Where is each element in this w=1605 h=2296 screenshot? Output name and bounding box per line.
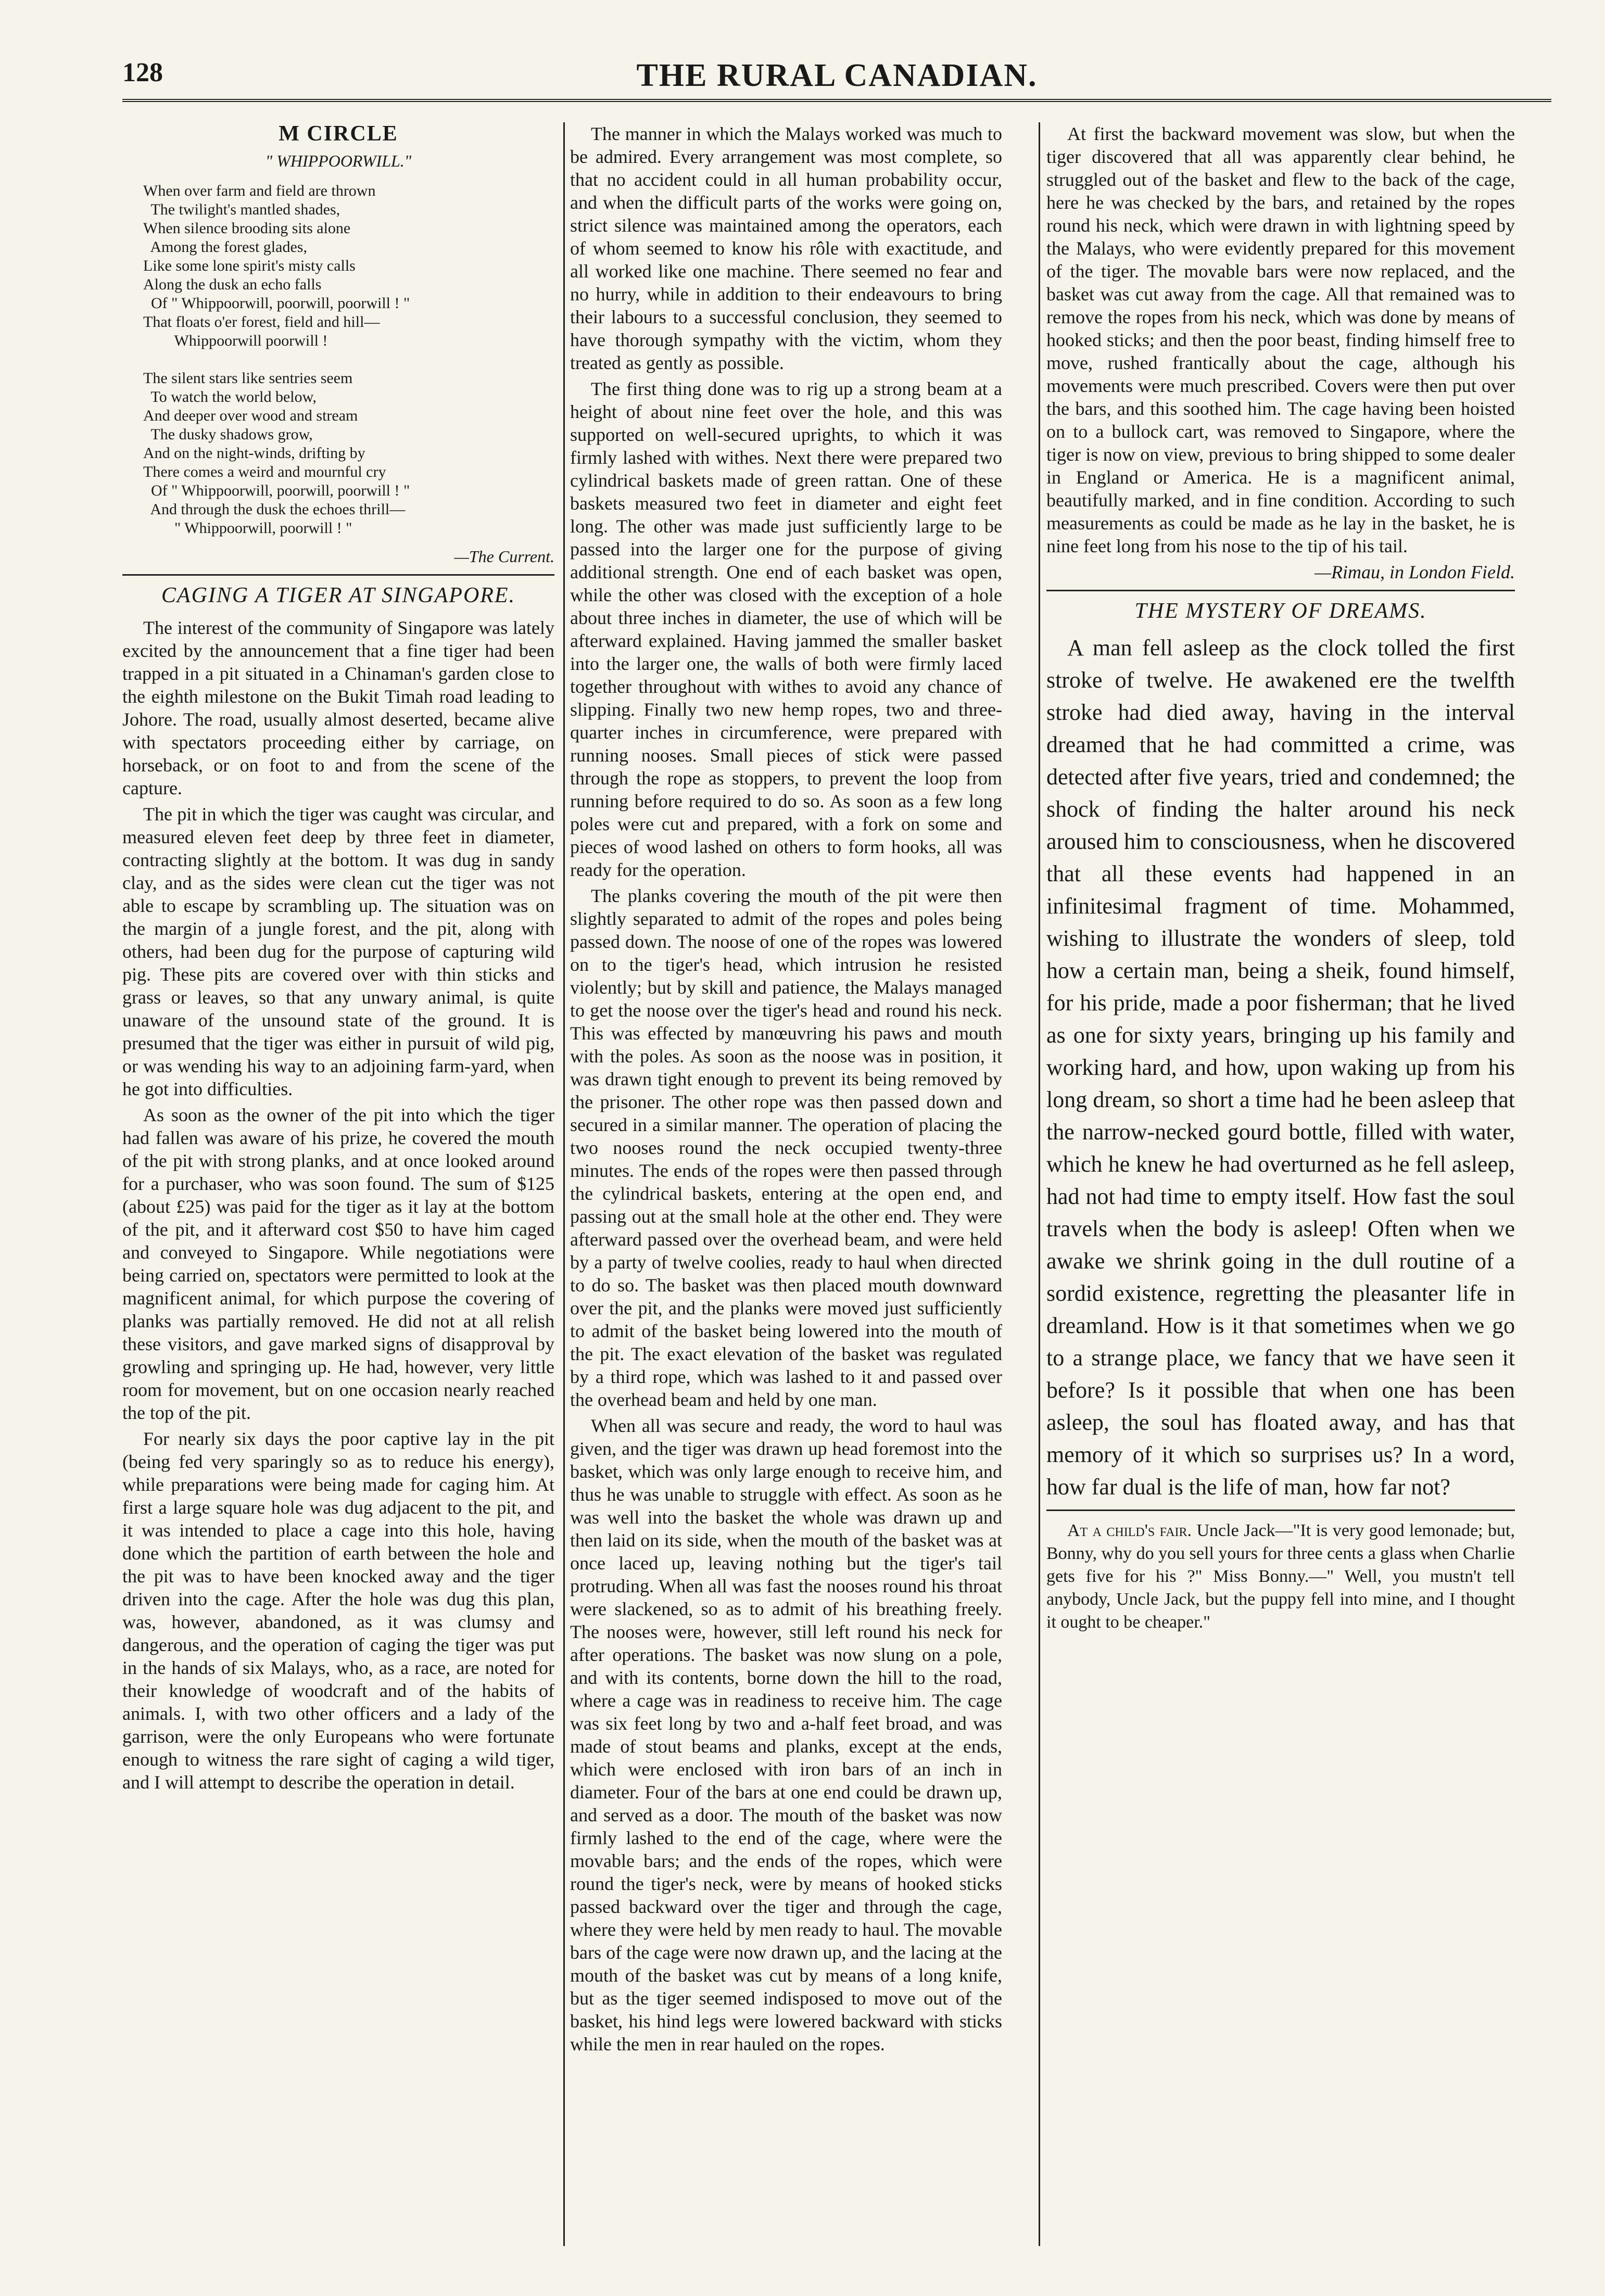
poem-line: The silent stars like sentries seem bbox=[143, 370, 353, 387]
divider bbox=[1046, 590, 1515, 591]
divider bbox=[1046, 1509, 1515, 1511]
poem-line: There comes a weird and mournful cry bbox=[143, 463, 386, 480]
poem-line: When silence brooding sits alone bbox=[143, 220, 351, 237]
poem-line: And deeper over wood and stream bbox=[143, 407, 358, 424]
poem-line: Whippoorwill poorwill ! bbox=[143, 332, 328, 349]
paragraph: The planks covering the mouth of the pit were then slightly separated to admit of the ropes and poles being passed down. The noose of one of the ropes was lowered on to the tiger's head, which intrusion he resisted violently; but by skill and patience, the Malays managed to get the noose over the tiger's head and round his neck. This was effected by manœuvring his paws and mouth with the poles. As soon as the noose was in position, it was drawn tight enough to prevent its being removed by the prisoner. The other rope was then passed down and secured in a similar manner. The operation of placing the two nooses round the neck occupied twenty-three minutes. The ends of the ropes were then passed through the cylindrical baskets, entering at the open end, and passing out at the small hole at the other end. They were afterward passed over the overhead beam, and were held by a party of twelve coolies, ready to haul when directed to do so. The basket was then placed mouth downward over the pit, and the planks were moved just sufficiently to admit of the basket being lowered into the mouth of the pit. The exact elevation of the basket was regulated by a third rope, which was lashed to it and passed over the overhead beam and held by one man. bbox=[570, 885, 1002, 1410]
paragraph: When all was secure and ready, the word to haul was given, and the tiger was drawn up head foremost into the basket, which was only large enough to receive him, and thus he was unable to struggle with effect. As soon as he was well into the basket the whole was drawn up and then laid on its side, when the mouth of the basket was at once laced up, leaving nothing but the tiger's tail protruding. When all was fast the nooses round his throat were slackened, so as to admit of his breathing freely. The nooses were, however, still left round his neck for after operations. The basket was now slung on a pole, and with its contents, borne down the hill to the road, where a cage was in readiness to receive him. The cage was six feet long by two and a-half feet broad, and was made of stout beams and planks, except at the ends, which were enclosed with iron bars of an inch in diameter. Four of the bars at one end could be drawn up, and served as a door. The mouth of the basket was now firmly lashed to the end of the cage, where were the movable bars; and the ends of the ropes, which were round the tiger's neck, were by means of hooked sticks passed backward over the tiger and through the cage, where they were held by men ready to haul. The movable bars of the cage were now drawn up, and the lacing at the mouth of the basket was cut by means of a long knife, but as the tiger seemed indisposed to move out of the basket, his hind legs were lowered backward with sticks while the men in rear hauled on the ropes. bbox=[570, 1415, 1002, 2054]
anecdote-text: Uncle Jack—"It is very good lemonade; but, Bonny, why do you sell yours for three cents a glass when Charlie gets five for his ?" Miss Bonny.—" Well, you mustn't tell anybody, Uncle Jack, but the puppy fell into mine, and I thought it ought to be cheaper." bbox=[1046, 1521, 1515, 1632]
paragraph: For nearly six days the poor captive lay in the pit (being fed very sparingly so as to reduce his energy), while preparations were being made for caging him. At first a large square hole was dug adjacent to the pit, and it was intended to place a cage into this hole, having done which the partition of earth between the hole and the pit was to have been knocked away and the tiger driven into the cage. After the hole was dug this plan, was, however, abandoned, as it was clumsy and dangerous, and the operation of caging the tiger was put in the hands of six Malays, who, as a race, are noted for their knowledge of woodcraft and of the habits of animals. I, with two other officers and a lady of the garrison, were the only Europeans who were fortunate enough to witness the rare sight of caging a wild tiger, and I will attempt to describe the operation in detail. bbox=[122, 1428, 554, 1793]
page-number: 128 bbox=[122, 58, 163, 87]
poem-line: The twilight's mantled shades, bbox=[143, 201, 340, 218]
poem-line: Of " Whippoorwill, poorwill, poorwill ! " bbox=[143, 295, 410, 312]
poem-credit: —The Current. bbox=[454, 547, 554, 566]
poem-line: To watch the world below, bbox=[143, 388, 317, 405]
paragraph: The interest of the community of Singapore was lately excited by the announcement that a fine tiger had been trapped in a pit situated in a Chinaman's garden close to the eighth milestone on the Bukit Timah road leading to Johore. The road, usually almost deserted, became alive with spectators proceeding either by carriage, on horseback, or on foot to and from the scene of the capture. bbox=[122, 617, 554, 798]
article-title: THE MYSTERY OF DREAMS. bbox=[1134, 599, 1427, 623]
poem-line bbox=[143, 350, 554, 369]
poem-line: Of " Whippoorwill, poorwill, poorwill ! " bbox=[143, 482, 410, 499]
paragraph: The pit in which the tiger was caught was circular, and measured eleven feet deep by three feet in diameter, contracting slightly at the bottom. It was dug in sandy clay, and as the sides were clean cut the tiger was not able to escape by scrambling up. The situation was on the margin of a jungle forest, and the pit, along with others, had been dug for the purpose of capturing wild pig. These pits are covered over with thin sticks and grass or leaves, so that any unwary animal, is quite unaware of the unsound state of the ground. It is presumed that the tiger was either in pursuit of wild pig, or was wending his way to an adjoining farm-yard, when he got into difficulties. bbox=[122, 804, 554, 1099]
page-header bbox=[122, 57, 1551, 102]
divider bbox=[122, 574, 554, 576]
anecdote bbox=[1046, 1519, 1515, 1634]
article-credit-text: —Rimau, in London Field. bbox=[1315, 562, 1515, 582]
column-2 bbox=[570, 122, 1002, 2246]
section-title: M CIRCLE bbox=[279, 122, 398, 146]
poem-line: The dusky shadows grow, bbox=[143, 426, 313, 443]
newspaper-title: THE RURAL CANADIAN. bbox=[636, 58, 1038, 93]
column-rule bbox=[563, 122, 565, 2246]
article-credit bbox=[1046, 561, 1515, 583]
poem-line: Like some lone spirit's misty calls bbox=[143, 257, 356, 274]
poem-line: " Whippoorwill, poorwill ! " bbox=[143, 519, 352, 537]
column-1 bbox=[122, 122, 554, 2246]
paragraph: A man fell asleep as the clock tolled the first stroke of twelve. He awakened ere the twelfth stroke had died away, having in the interval dreamed that he had committed a crime, was detected after five years, tried and condemned; the shock of finding the halter around his neck aroused him to consciousness, when he discovered that all these events had happened in an infinitesimal fragment of time. Mohammed, wishing to illustrate the wonders of sleep, told how a certain man, being a sheik, found himself, for his pride, made a poor fisherman; that he lived as one for sixty years, bringing up his family and working hard, and how, upon waking up from his long dream, so short a time had he been asleep that the narrow-necked gourd bottle, filled with water, which he knew he had overturned as he fell asleep, had not had time to empty itself. How fast the soul travels when the body is asleep! Often when we awake we shrink going in the dull routine of a sordid existence, regretting the pleasanter life in dreamland. How is it that sometimes when we go to a strange place, we fancy that we have seen it before? Is it possible that when one has been asleep, the soul has floated away, and has that memory of it which so surprises us? In a word, how far dual is the life of man, how far not? bbox=[1046, 635, 1515, 1500]
paragraph: The manner in which the Malays worked was much to be admired. Every arrangement was most complete, so that no accident could in all human probability occur, and when the difficult parts of the works were going on, strict silence was maintained among the operators, each of whom seemed to know his rôle with exactitude, and all worked like one machine. There seemed no fear and no hurry, while in addition to their endeavours to bring their labours to a successful conclusion, they seemed to have thorough sympathy with the victim, whom they treated as gently as possible. bbox=[570, 123, 1002, 373]
poem-line: And through the dusk the echoes thrill— bbox=[143, 501, 406, 518]
poem-line: And on the night-winds, drifting by bbox=[143, 445, 365, 462]
poem-line: Along the dusk an echo falls bbox=[143, 276, 322, 293]
paragraph: At first the backward movement was slow, but when the tiger discovered that all was apparently clear behind, he struggled out of the basket and flew to the back of the cage, here he was checked by the bars, and retained by the ropes round his neck, which were drawn in with lightning speed by the Malays, who were evidently prepared for this movement of the tiger. The movable bars were now replaced, and the basket was cut away from the cage. All that remained was to remove the ropes from his neck, which was done by means of hooked sticks; and then the poor beast, finding himself free to move, rushed frantically about the cage, although his movements were much prescribed. Covers were then put over the bars, and this soothed him. The cage having been hoisted on to a bullock cart, was removed to Singapore, where the tiger is now on view, previous to bring shipped to some dealer in England or America. He is a magnificent animal, beautifully marked, and in fine condition. According to such measurements as could be made as he lay in the basket, he is nine feet long from his nose to the tip of his tail. bbox=[1046, 123, 1515, 556]
anecdote-lead: At a child's fair. bbox=[1067, 1521, 1192, 1540]
poem-line: Among the forest glades, bbox=[143, 238, 307, 256]
poem-line: When over farm and field are thrown bbox=[143, 182, 376, 199]
column-rule bbox=[1039, 122, 1040, 2246]
paragraph: The first thing done was to rig up a strong beam at a height of about nine feet over the hole, and this was supported on well-secured uprights, to which it was firmly lashed with withes. Next there were prepared two cylindrical baskets made of green rattan. One of these baskets measured two feet in diameter and eight feet long. The other was made just sufficiently large to be passed into the larger one for the purpose of giving additional strength. One end of each basket was open, while the other was closed with the exception of a hole about three inches in diameter, the use of which will be afterward explained. Having jammed the smaller basket into the larger one, the walls of both were firmly laced together throughout with withes to avoid any chance of slipping. Finally two new hemp ropes, two and three-quarter inches in circumference, were prepared with running nooses. Small pieces of stick were passed through the rope as stoppers, to prevent the loop from running before required to do so. As soon as a few long poles were cut and prepared, with a fork on some and pieces of wood lashed on others to form hooks, all was ready for the operation. bbox=[570, 378, 1002, 880]
poem-title: " WHIPPOORWILL." bbox=[265, 151, 412, 170]
poem bbox=[143, 182, 554, 538]
paragraph: As soon as the owner of the pit into which the tiger had fallen was aware of his prize, he covered the mouth of the pit with strong planks, and at once looked around for a purchaser, who was soon found. The sum of $125 (about £25) was paid for the tiger as it lay at the bottom of the pit, and it afterward cost $50 to have him caged and conveyed to Singapore. While negotiations were being carried on, spectators were permitted to look at the magnificent animal, for which purpose the covering of planks was partially removed. He did not at all relish these visitors, and gave marked signs of disapproval by growling and springing up. He had, however, very little room for movement, but on one occasion nearly reached the top of the pit. bbox=[122, 1105, 554, 1423]
poem-line: That floats o'er forest, field and hill— bbox=[143, 313, 380, 331]
column-3 bbox=[1046, 122, 1515, 2246]
article-title: CAGING A TIGER AT SINGAPORE. bbox=[161, 583, 516, 607]
article-body bbox=[1046, 632, 1515, 1503]
